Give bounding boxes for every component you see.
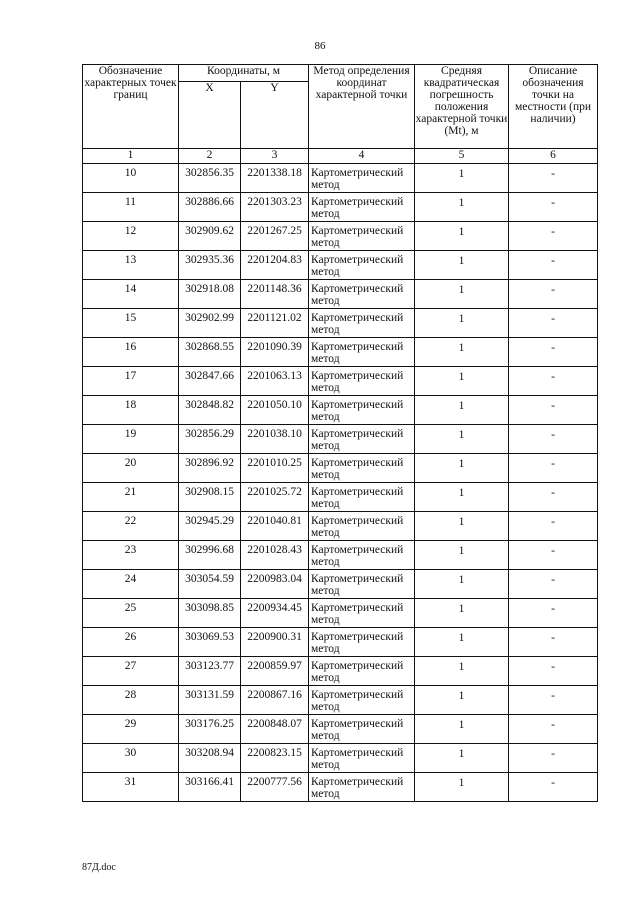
cell-description: - [509,628,598,657]
cell-y: 2200777.56 [241,773,309,802]
cell-mt: 1 [415,599,509,628]
cell-x: 303166.41 [179,773,241,802]
cell-x: 302918.08 [179,280,241,309]
cell-mt: 1 [415,483,509,512]
cell-x: 302902.99 [179,309,241,338]
cell-method: Картометрический метод [309,483,415,512]
cell-description: - [509,425,598,454]
cell-point-id: 31 [83,773,179,802]
cell-method: Картометрический метод [309,512,415,541]
cell-y: 2201038.10 [241,425,309,454]
cell-description: - [509,570,598,599]
cell-point-id: 22 [83,512,179,541]
cell-method: Картометрический метод [309,338,415,367]
cell-mt: 1 [415,164,509,193]
cell-point-id: 16 [83,338,179,367]
cell-y: 2201148.36 [241,280,309,309]
boundary-points-table [82,64,598,802]
cell-mt: 1 [415,193,509,222]
cell-point-id: 28 [83,686,179,715]
cell-description: - [509,454,598,483]
cell-mt: 1 [415,396,509,425]
table-row [83,164,598,193]
column-number-row [83,149,598,164]
cell-point-id: 18 [83,396,179,425]
cell-description: - [509,280,598,309]
cell-y: 2201010.25 [241,454,309,483]
cell-method: Картометрический метод [309,425,415,454]
table-row [83,251,598,280]
cell-point-id: 15 [83,309,179,338]
cell-y: 2200859.97 [241,657,309,686]
cell-description: - [509,251,598,280]
cell-mt: 1 [415,715,509,744]
cell-mt: 1 [415,280,509,309]
table-row [83,744,598,773]
cell-x: 302945.29 [179,512,241,541]
table-row [83,425,598,454]
header-description: Описание обозначения точки на местности (при наличии) [509,65,598,149]
table-row [83,338,598,367]
cell-point-id: 10 [83,164,179,193]
cell-description: - [509,686,598,715]
cell-method: Картометрический метод [309,773,415,802]
cell-mt: 1 [415,686,509,715]
cell-x: 302848.82 [179,396,241,425]
column-number: 6 [509,149,598,164]
cell-method: Картометрический метод [309,193,415,222]
header-error: Средняя квадратическая погрешность положения характерной точки (Mt), м [415,65,509,149]
cell-point-id: 13 [83,251,179,280]
table-row [83,280,598,309]
table-row [83,773,598,802]
cell-x: 303208.94 [179,744,241,773]
cell-mt: 1 [415,773,509,802]
cell-description: - [509,193,598,222]
cell-x: 302908.15 [179,483,241,512]
cell-mt: 1 [415,309,509,338]
column-number: 5 [415,149,509,164]
cell-y: 2201028.43 [241,541,309,570]
table-row [83,541,598,570]
cell-x: 302886.66 [179,193,241,222]
header-coordinates: Координаты, м [179,65,309,82]
cell-description: - [509,773,598,802]
cell-point-id: 24 [83,570,179,599]
cell-mt: 1 [415,251,509,280]
cell-mt: 1 [415,541,509,570]
cell-mt: 1 [415,570,509,599]
cell-y: 2200934.45 [241,599,309,628]
cell-y: 2200900.31 [241,628,309,657]
cell-point-id: 20 [83,454,179,483]
cell-y: 2200867.16 [241,686,309,715]
header-y: Y [241,82,309,149]
cell-x: 302896.92 [179,454,241,483]
cell-x: 303098.85 [179,599,241,628]
cell-mt: 1 [415,222,509,251]
cell-y: 2201338.18 [241,164,309,193]
cell-description: - [509,164,598,193]
cell-x: 302868.55 [179,338,241,367]
cell-description: - [509,483,598,512]
cell-y: 2201090.39 [241,338,309,367]
cell-method: Картометрический метод [309,222,415,251]
cell-description: - [509,309,598,338]
cell-y: 2201303.23 [241,193,309,222]
cell-description: - [509,744,598,773]
cell-method: Картометрический метод [309,280,415,309]
cell-mt: 1 [415,425,509,454]
cell-mt: 1 [415,744,509,773]
table-row [83,483,598,512]
header-method: Метод определения координат характерной точки [309,65,415,149]
cell-mt: 1 [415,628,509,657]
cell-x: 302996.68 [179,541,241,570]
cell-method: Картометрический метод [309,657,415,686]
cell-description: - [509,599,598,628]
cell-point-id: 25 [83,599,179,628]
table-row [83,512,598,541]
cell-mt: 1 [415,657,509,686]
cell-mt: 1 [415,454,509,483]
cell-y: 2201025.72 [241,483,309,512]
header-x: X [179,82,241,149]
cell-x: 303054.59 [179,570,241,599]
cell-x: 303131.59 [179,686,241,715]
cell-description: - [509,657,598,686]
cell-point-id: 14 [83,280,179,309]
cell-y: 2201050.10 [241,396,309,425]
table-row [83,222,598,251]
table-row [83,686,598,715]
cell-x: 302856.29 [179,425,241,454]
cell-method: Картометрический метод [309,454,415,483]
cell-y: 2200823.15 [241,744,309,773]
cell-y: 2201063.13 [241,367,309,396]
cell-method: Картометрический метод [309,251,415,280]
cell-point-id: 11 [83,193,179,222]
cell-method: Картометрический метод [309,715,415,744]
cell-method: Картометрический метод [309,686,415,715]
cell-point-id: 29 [83,715,179,744]
cell-point-id: 12 [83,222,179,251]
cell-point-id: 21 [83,483,179,512]
cell-description: - [509,715,598,744]
table-row [83,599,598,628]
table-row [83,715,598,744]
table-row [83,657,598,686]
table-row [83,628,598,657]
column-number: 2 [179,149,241,164]
cell-method: Картометрический метод [309,744,415,773]
cell-description: - [509,222,598,251]
cell-point-id: 19 [83,425,179,454]
footer-filename: 87Д.doc [82,862,116,873]
cell-description: - [509,512,598,541]
table-row [83,309,598,338]
cell-method: Картометрический метод [309,570,415,599]
column-number: 4 [309,149,415,164]
cell-method: Картометрический метод [309,396,415,425]
table-body [83,164,598,802]
cell-y: 2201204.83 [241,251,309,280]
cell-description: - [509,338,598,367]
cell-method: Картометрический метод [309,309,415,338]
table-row [83,454,598,483]
cell-description: - [509,367,598,396]
cell-point-id: 30 [83,744,179,773]
cell-mt: 1 [415,338,509,367]
cell-x: 302909.62 [179,222,241,251]
cell-point-id: 23 [83,541,179,570]
cell-mt: 1 [415,512,509,541]
cell-x: 302935.36 [179,251,241,280]
cell-method: Картометрический метод [309,599,415,628]
cell-y: 2201040.81 [241,512,309,541]
table-row [83,367,598,396]
table-row [83,396,598,425]
header-point: Обозначение характерных точек границ [83,65,179,149]
cell-method: Картометрический метод [309,541,415,570]
cell-y: 2200848.07 [241,715,309,744]
page-number: 86 [314,40,326,52]
cell-method: Картометрический метод [309,164,415,193]
column-number: 1 [83,149,179,164]
column-number: 3 [241,149,309,164]
cell-method: Картометрический метод [309,367,415,396]
cell-x: 303069.53 [179,628,241,657]
cell-point-id: 17 [83,367,179,396]
cell-y: 2201121.02 [241,309,309,338]
cell-point-id: 27 [83,657,179,686]
cell-point-id: 26 [83,628,179,657]
cell-x: 302856.35 [179,164,241,193]
cell-method: Картометрический метод [309,628,415,657]
cell-y: 2200983.04 [241,570,309,599]
cell-x: 303123.77 [179,657,241,686]
cell-x: 303176.25 [179,715,241,744]
cell-mt: 1 [415,367,509,396]
table-row [83,570,598,599]
cell-description: - [509,541,598,570]
cell-y: 2201267.25 [241,222,309,251]
cell-description: - [509,396,598,425]
cell-x: 302847.66 [179,367,241,396]
table-row [83,193,598,222]
